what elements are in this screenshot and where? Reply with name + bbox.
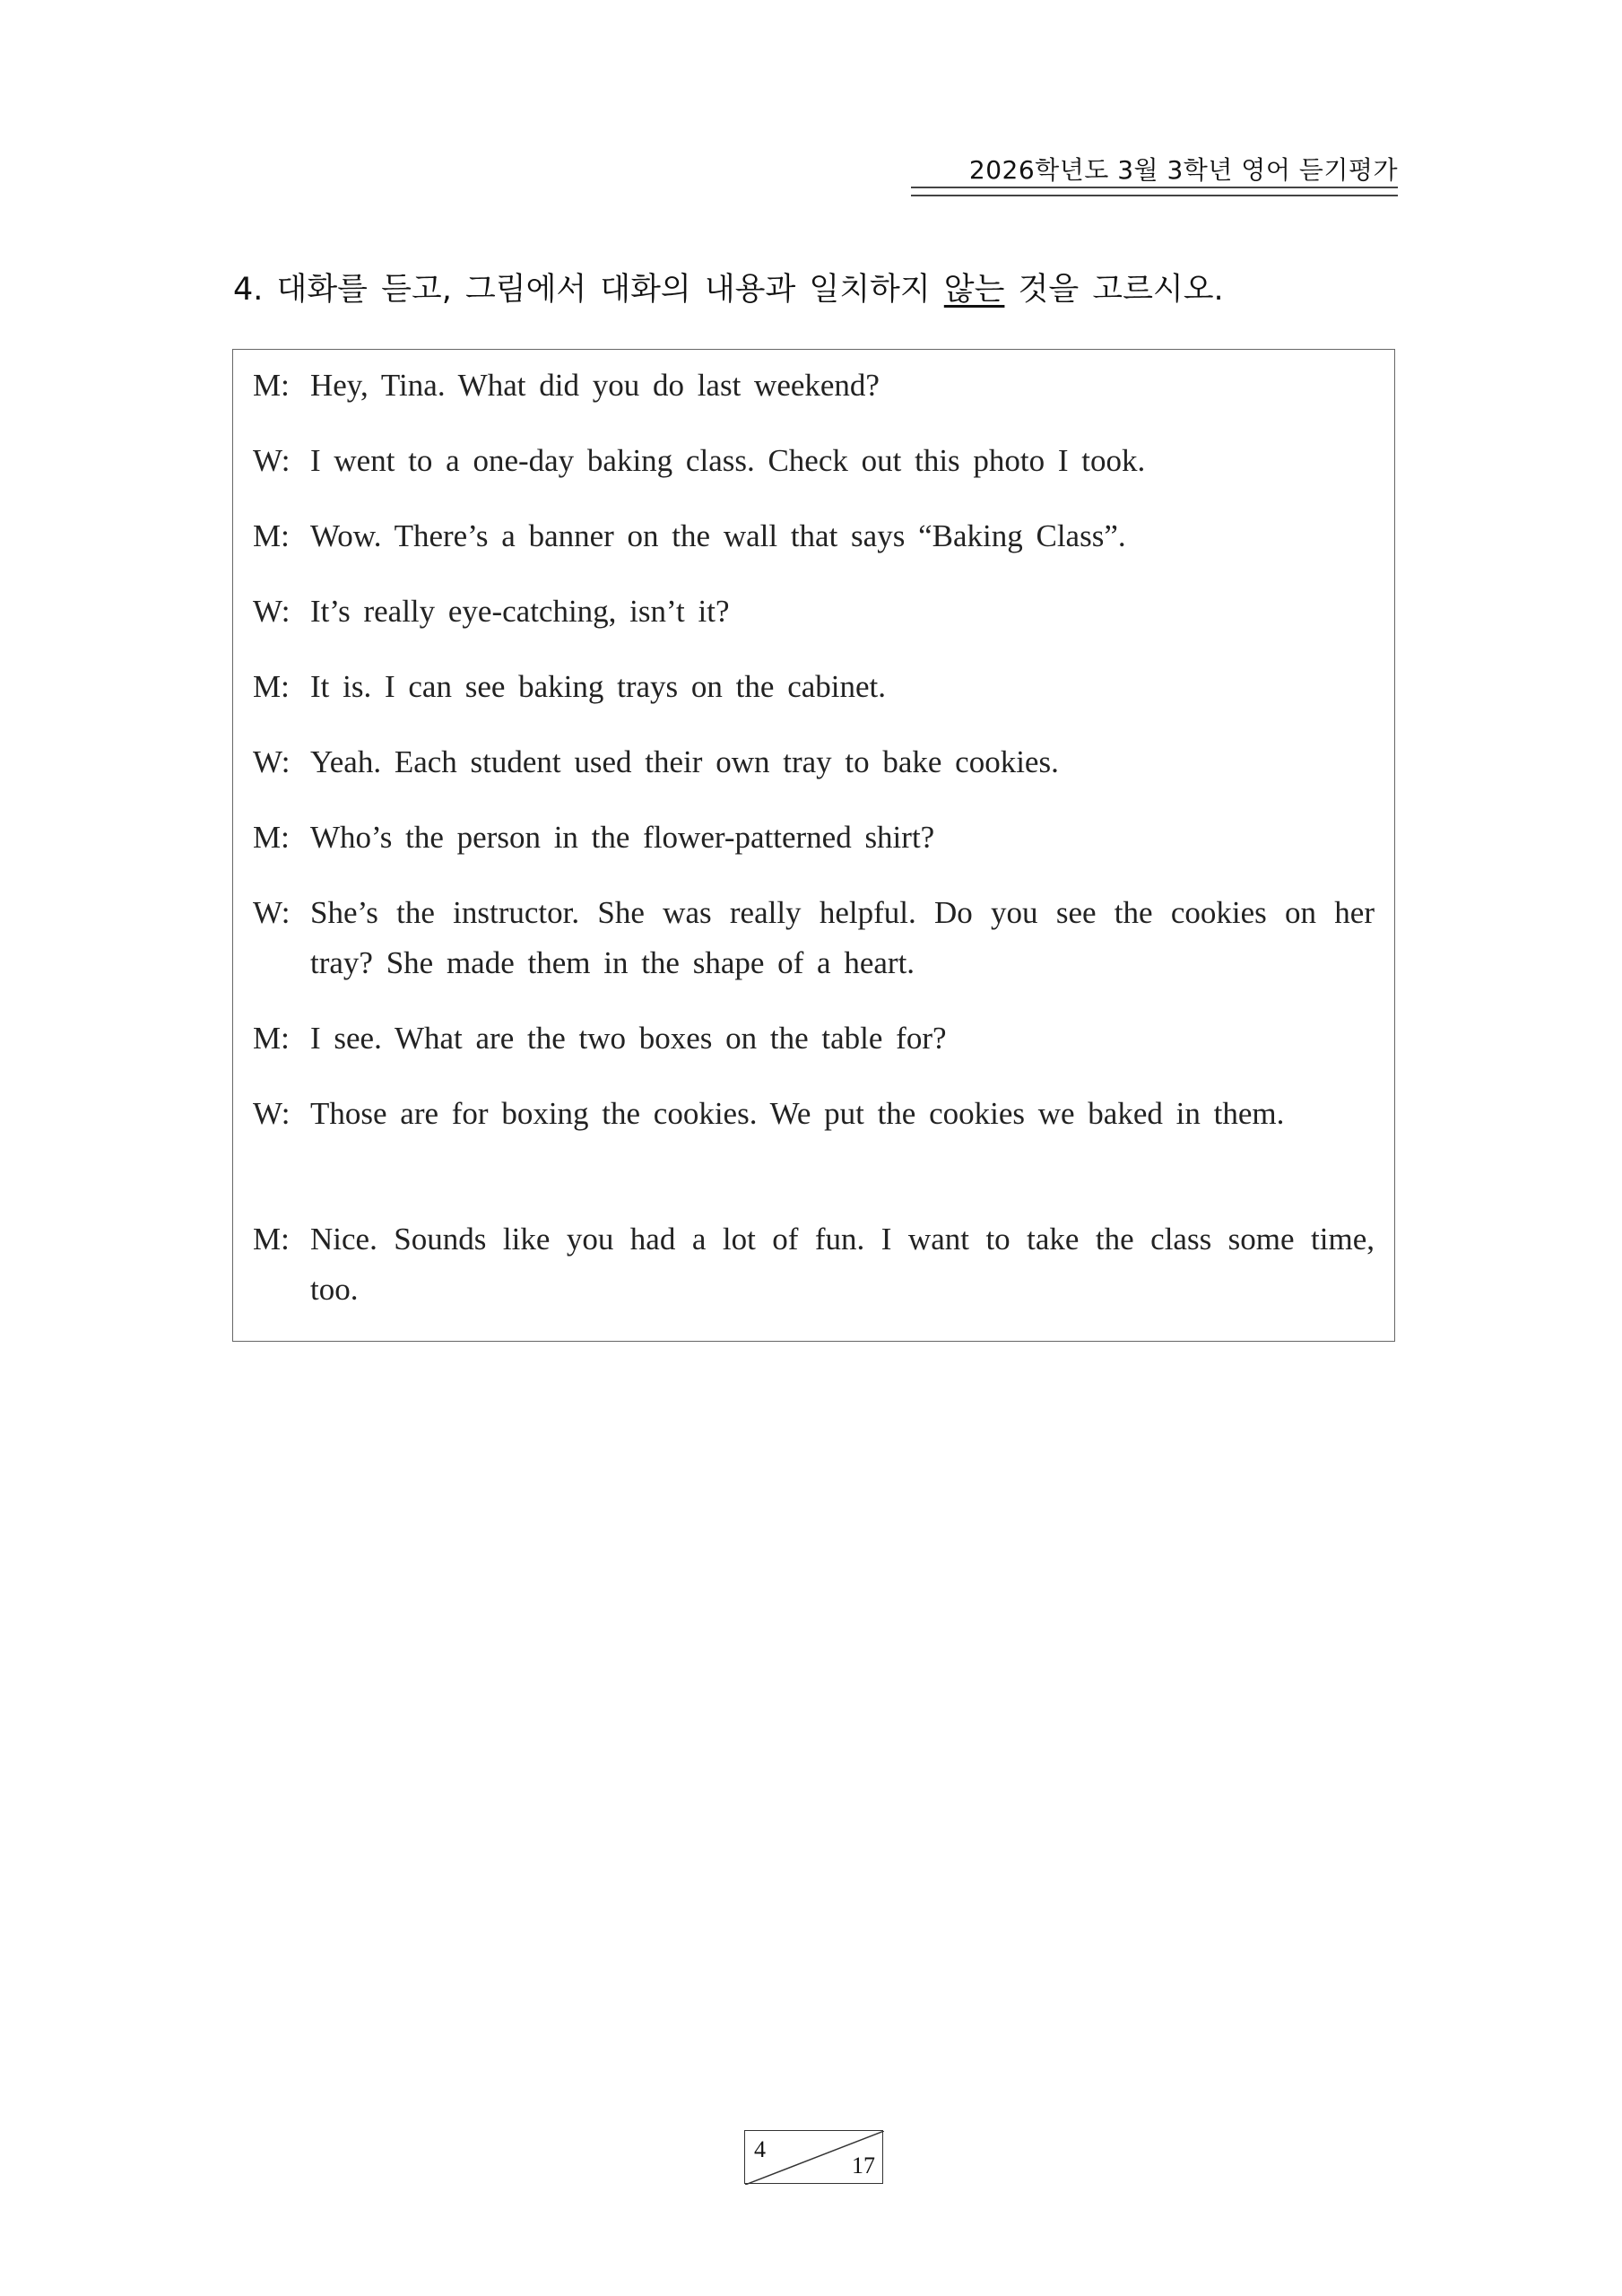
total-page-count: 17 — [852, 2152, 875, 2179]
dialogue-line — [253, 662, 1375, 712]
dialogue-line — [253, 813, 1375, 863]
dialogue-line — [253, 737, 1375, 787]
dialogue-line — [253, 587, 1375, 637]
current-page-number: 4 — [754, 2136, 766, 2162]
speaker-label: M: — [253, 368, 290, 403]
page-indicator — [744, 2130, 883, 2184]
dialogue-line — [253, 1013, 1375, 1064]
utterance: I went to a one-day baking class. Check out this photo I took. — [310, 443, 1146, 478]
speaker-label: M: — [253, 1021, 290, 1056]
utterance: Those are for boxing the cookies. We put the cookies we baked in them. — [310, 1096, 1285, 1131]
dialogue-line — [253, 888, 1375, 988]
dialogue-line — [253, 436, 1375, 486]
utterance: Hey, Tina. What did you do last weekend? — [310, 368, 880, 403]
dialogue-line — [253, 511, 1375, 561]
utterance: It is. I can see baking trays on the cabinet. — [310, 669, 886, 704]
utterance: Nice. Sounds like you had a lot of fun. I want to take the class some time, too. — [310, 1222, 1375, 1307]
speaker-label: W: — [253, 1096, 291, 1131]
speaker-label: W: — [253, 895, 291, 930]
utterance: She’s the instructor. She was really helpful. Do you see the cookies on her tray? She made them in the shape of a heart. — [310, 895, 1375, 980]
header-double-rule — [911, 187, 1398, 196]
utterance: I see. What are the two boxes on the table for? — [310, 1021, 947, 1056]
dialogue-line — [253, 361, 1375, 411]
exam-title: 2026학년도 3월 3학년 영어 듣기평가 — [968, 155, 1398, 185]
utterance: Who’s the person in the flower-patterned shirt? — [310, 820, 935, 855]
question-text-prefix: 4. 대화를 듣고, 그림에서 대화의 내용과 일치하지 — [233, 272, 944, 308]
dialogue-line — [253, 1089, 1375, 1139]
speaker-label: M: — [253, 1222, 290, 1257]
utterance: Yeah. Each student used their own tray to bake cookies. — [310, 744, 1059, 779]
speaker-label: W: — [253, 744, 291, 779]
speaker-label: M: — [253, 669, 290, 704]
speaker-label: M: — [253, 820, 290, 855]
question-emphasis: 않는 — [943, 272, 1005, 308]
utterance: Wow. There’s a banner on the wall that says “Baking Class”. — [310, 518, 1126, 553]
dialogue-line — [253, 1214, 1375, 1315]
speaker-label: W: — [253, 443, 291, 478]
question-prompt — [233, 265, 1224, 309]
speaker-label: M: — [253, 518, 290, 553]
dialogue-box — [232, 349, 1395, 1342]
speaker-label: W: — [253, 594, 291, 629]
utterance: It’s really eye-catching, isn’t it? — [310, 594, 730, 629]
question-text-suffix: 것을 고르시오. — [1004, 272, 1224, 308]
